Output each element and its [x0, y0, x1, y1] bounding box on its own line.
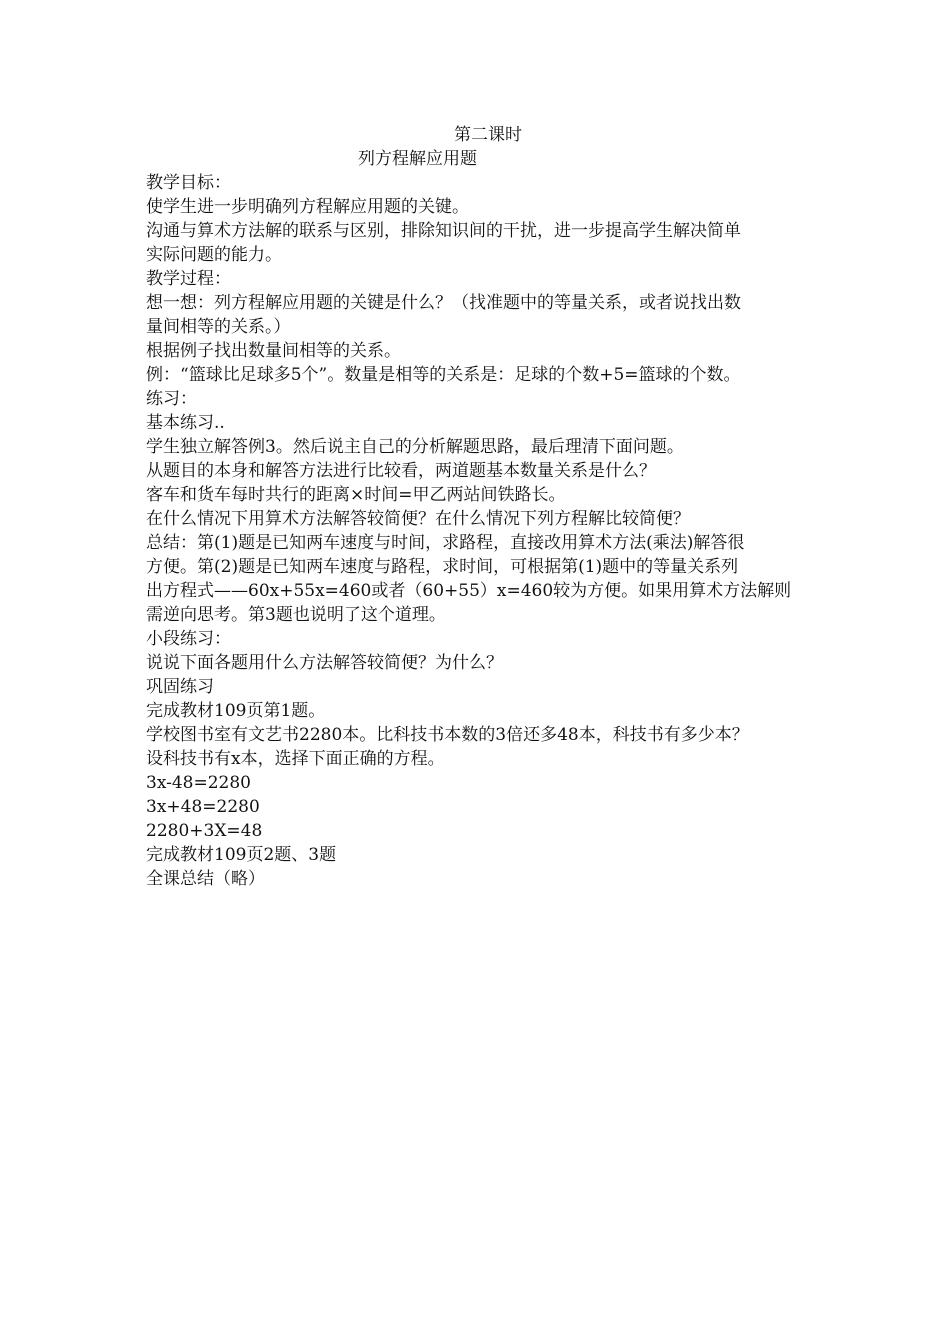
text-line: 教学目标：	[146, 173, 231, 193]
text-line: 量间相等的关系。）	[146, 317, 291, 337]
document-body	[146, 123, 836, 891]
text-line: 说说下面各题用什么方法解答较简便？为什么？	[146, 653, 503, 673]
document-title: 第二课时	[454, 125, 522, 145]
text-line: 例：“篮球比足球多5个”。数量是相等的关系是：足球的个数+5=篮球的个数。	[146, 365, 741, 385]
text-line: 实际问题的能力。	[146, 245, 282, 265]
text-line: 在什么情况下用算术方法解答较简便？在什么情况下列方程解比较简便？	[146, 509, 690, 529]
text-line: 使学生进一步明确列方程解应用题的关键。	[146, 197, 469, 217]
text-line: 完成教材109页第1题。	[146, 701, 326, 721]
text-line: 基本练习..	[146, 413, 225, 433]
text-line: 巩固练习	[146, 677, 214, 697]
text-line: 需逆向思考。第3题也说明了这个道理。	[146, 605, 446, 625]
document-subtitle: 列方程解应用题	[358, 149, 477, 169]
text-line: 出方程式——60x+55x=460或者（60+55）x=460较为方便。如果用算术方法解则	[146, 581, 792, 601]
text-line: 练习：	[146, 389, 197, 409]
text-line: 方便。第(2)题是已知两车速度与路程，求时间，可根据第(1)题中的等量关系列	[146, 557, 739, 577]
text-line: 设科技书有x本，选择下面正确的方程。	[146, 749, 445, 769]
text-line: 沟通与算术方法解的联系与区别，排除知识间的干扰，进一步提高学生解决简单	[146, 221, 741, 241]
text-line: 小段练习：	[146, 629, 231, 649]
text-line: 总结：第(1)题是已知两车速度与时间，求路程，直接改用算术方法(乘法)解答很	[146, 533, 745, 553]
text-line: 想一想：列方程解应用题的关键是什么？（找准题中的等量关系，或者说找出数	[146, 293, 741, 313]
text-line: 学生独立解答例3。然后说主自己的分析解题思路，最后理清下面问题。	[146, 437, 684, 457]
text-line: 3x+48=2280	[146, 797, 260, 817]
text-line: 根据例子找出数量间相等的关系。	[146, 341, 401, 361]
text-line: 3x-48=2280	[146, 773, 251, 793]
text-line: 2280+3X=48	[146, 821, 263, 841]
text-line: 完成教材109页2题、3题	[146, 845, 337, 865]
text-line: 学校图书室有文艺书2280本。比科技书本数的3倍还多48本，科技书有多少本？	[146, 725, 749, 745]
text-line: 全课总结（略）	[146, 869, 265, 889]
text-line: 从题目的本身和解答方法进行比较看，两道题基本数量关系是什么？	[146, 461, 656, 481]
text-line: 客车和货车每时共行的距离×时间=甲乙两站间铁路长。	[146, 485, 566, 505]
text-line: 教学过程：	[146, 269, 231, 289]
